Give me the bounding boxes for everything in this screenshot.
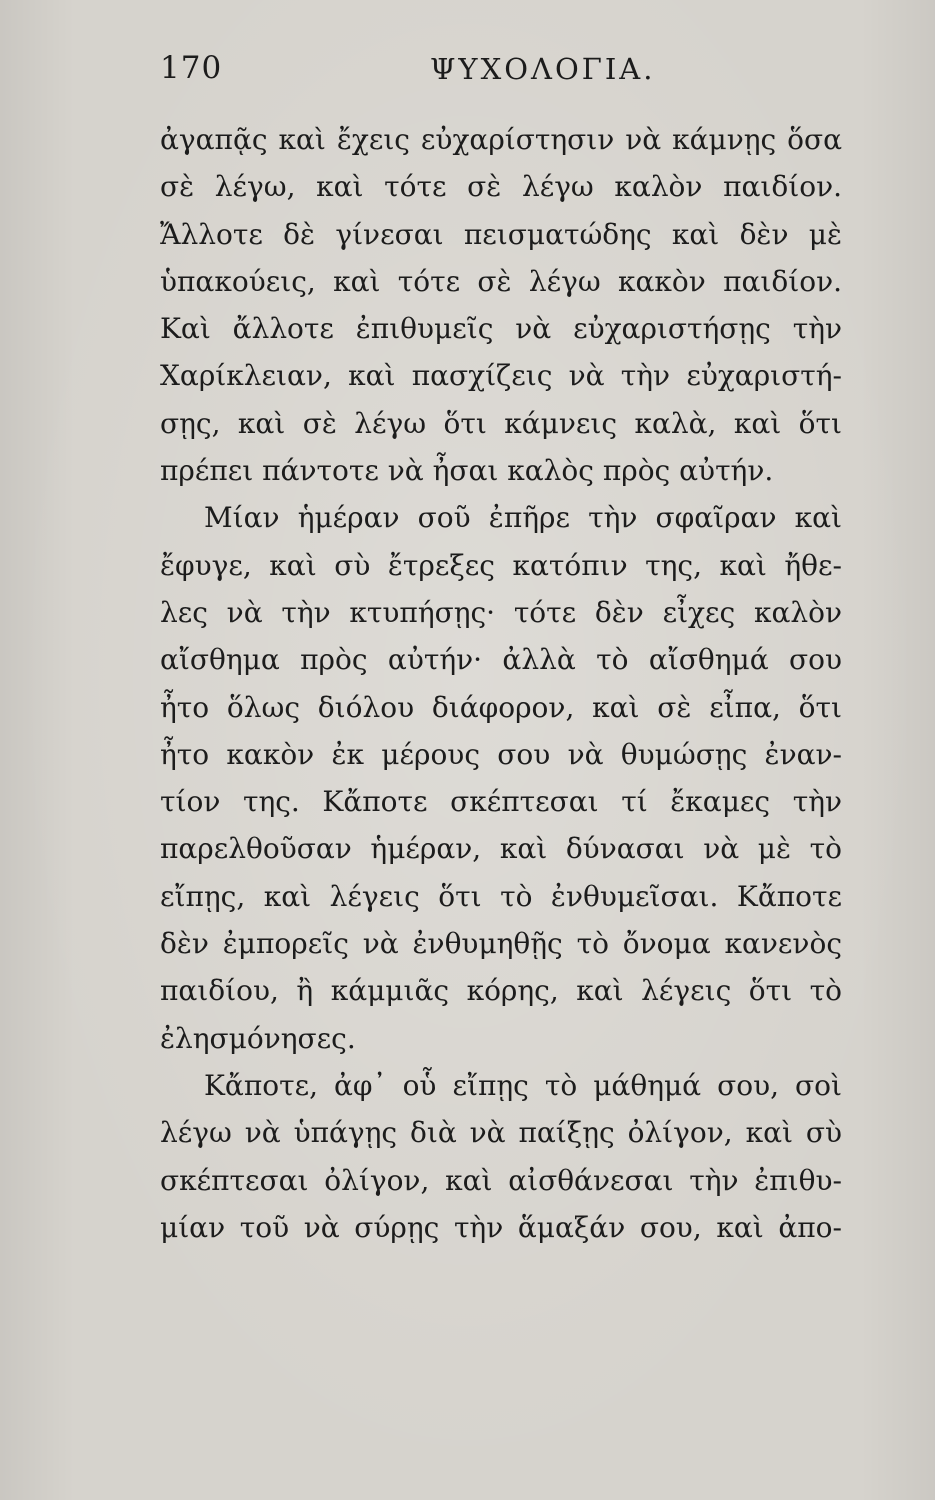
text-line: σκέπτεσαι ὀλίγον, καὶ αἰσθάνεσαι τὴν ἐπιθυ- [160,1163,842,1197]
text-line: ἦτο ὅλως διόλου διάφορον, καὶ σὲ εἶπα, ὅτι [160,690,842,724]
text-line: Χαρίκλειαν, καὶ πασχίζεις νὰ τὴν εὐχαριστή- [160,359,842,393]
text-line: πρέπει πάντοτε νὰ ἦσαι καλὸς πρὸς αὐτήν. [160,454,774,488]
text-line: Ἄλλοτε δὲ γίνεσαι πεισματώδης καὶ δὲν μὲ [160,217,842,251]
page-number: 170 [160,50,223,86]
paragraph-1 [160,116,842,494]
text-line: παιδίου, ἢ κάμμιᾶς κόρης, καὶ λέγεις ὅτι τὸ [160,974,842,1008]
text-line: παρελθοῦσαν ἡμέραν, καὶ δύνασαι νὰ μὲ τὸ [160,832,842,866]
text-line: σὲ λέγω, καὶ τότε σὲ λέγω καλὸν παιδίον. [160,170,842,204]
text-line: εἴπῃς, καὶ λέγεις ὅτι τὸ ἐνθυμεῖσαι. Κἄποτε [160,879,842,913]
running-title: ΨΥΧΟΛΟΓΙΑ. [430,52,656,86]
paragraph-2 [160,494,842,1062]
text-line: τίον της. Κἄποτε σκέπτεσαι τί ἔκαμες τὴν [160,785,842,819]
page-header [160,50,840,100]
text-line: αἴσθημα πρὸς αὐτήν· ἀλλὰ τὸ αἴσθημά σου [160,643,842,677]
text-line: ἀγαπᾷς καὶ ἔχεις εὐχαρίστησιν νὰ κάμνῃς ὅσα [160,123,842,156]
text-line: ἦτο κακὸν ἐκ μέρους σου νὰ θυμώσῃς ἐναν- [160,737,842,771]
text-line: λέγω νὰ ὑπάγῃς διὰ νὰ παίξῃς ὀλίγον, καὶ σὺ [160,1116,842,1150]
text-line: λες νὰ τὴν κτυπήσῃς· τότε δὲν εἶχες καλὸν [160,595,842,629]
text-body [160,116,842,1251]
text-line: σῃς, καὶ σὲ λέγω ὅτι κάμνεις καλὰ, καὶ ὅτι [160,406,842,440]
paragraph-3 [160,1062,842,1251]
text-line: δὲν ἐμπορεῖς νὰ ἐνθυμηθῇς τὸ ὄνομα κανενὸς [160,927,842,961]
text-line: ἔφυγε, καὶ σὺ ἔτρεξες κατόπιν της, καὶ ἤθε- [160,548,842,582]
text-line: Μίαν ἡμέραν σοῦ ἐπῆρε τὴν σφαῖραν καὶ [204,501,842,535]
text-line: Καὶ ἄλλοτε ἐπιθυμεῖς νὰ εὐχαριστήσῃς τὴν [160,312,842,346]
text-line: ἐλησμόνησες. [160,1021,356,1055]
text-line: μίαν τοῦ νὰ σύρῃς τὴν ἅμαξάν σου, καὶ ἀπο- [160,1210,842,1244]
text-line: Κἄποτε, ἀφ᾽ οὗ εἴπῃς τὸ μάθημά σου, σοὶ [204,1068,842,1102]
text-line: ὑπακούεις, καὶ τότε σὲ λέγω κακὸν παιδίον. [160,264,842,298]
